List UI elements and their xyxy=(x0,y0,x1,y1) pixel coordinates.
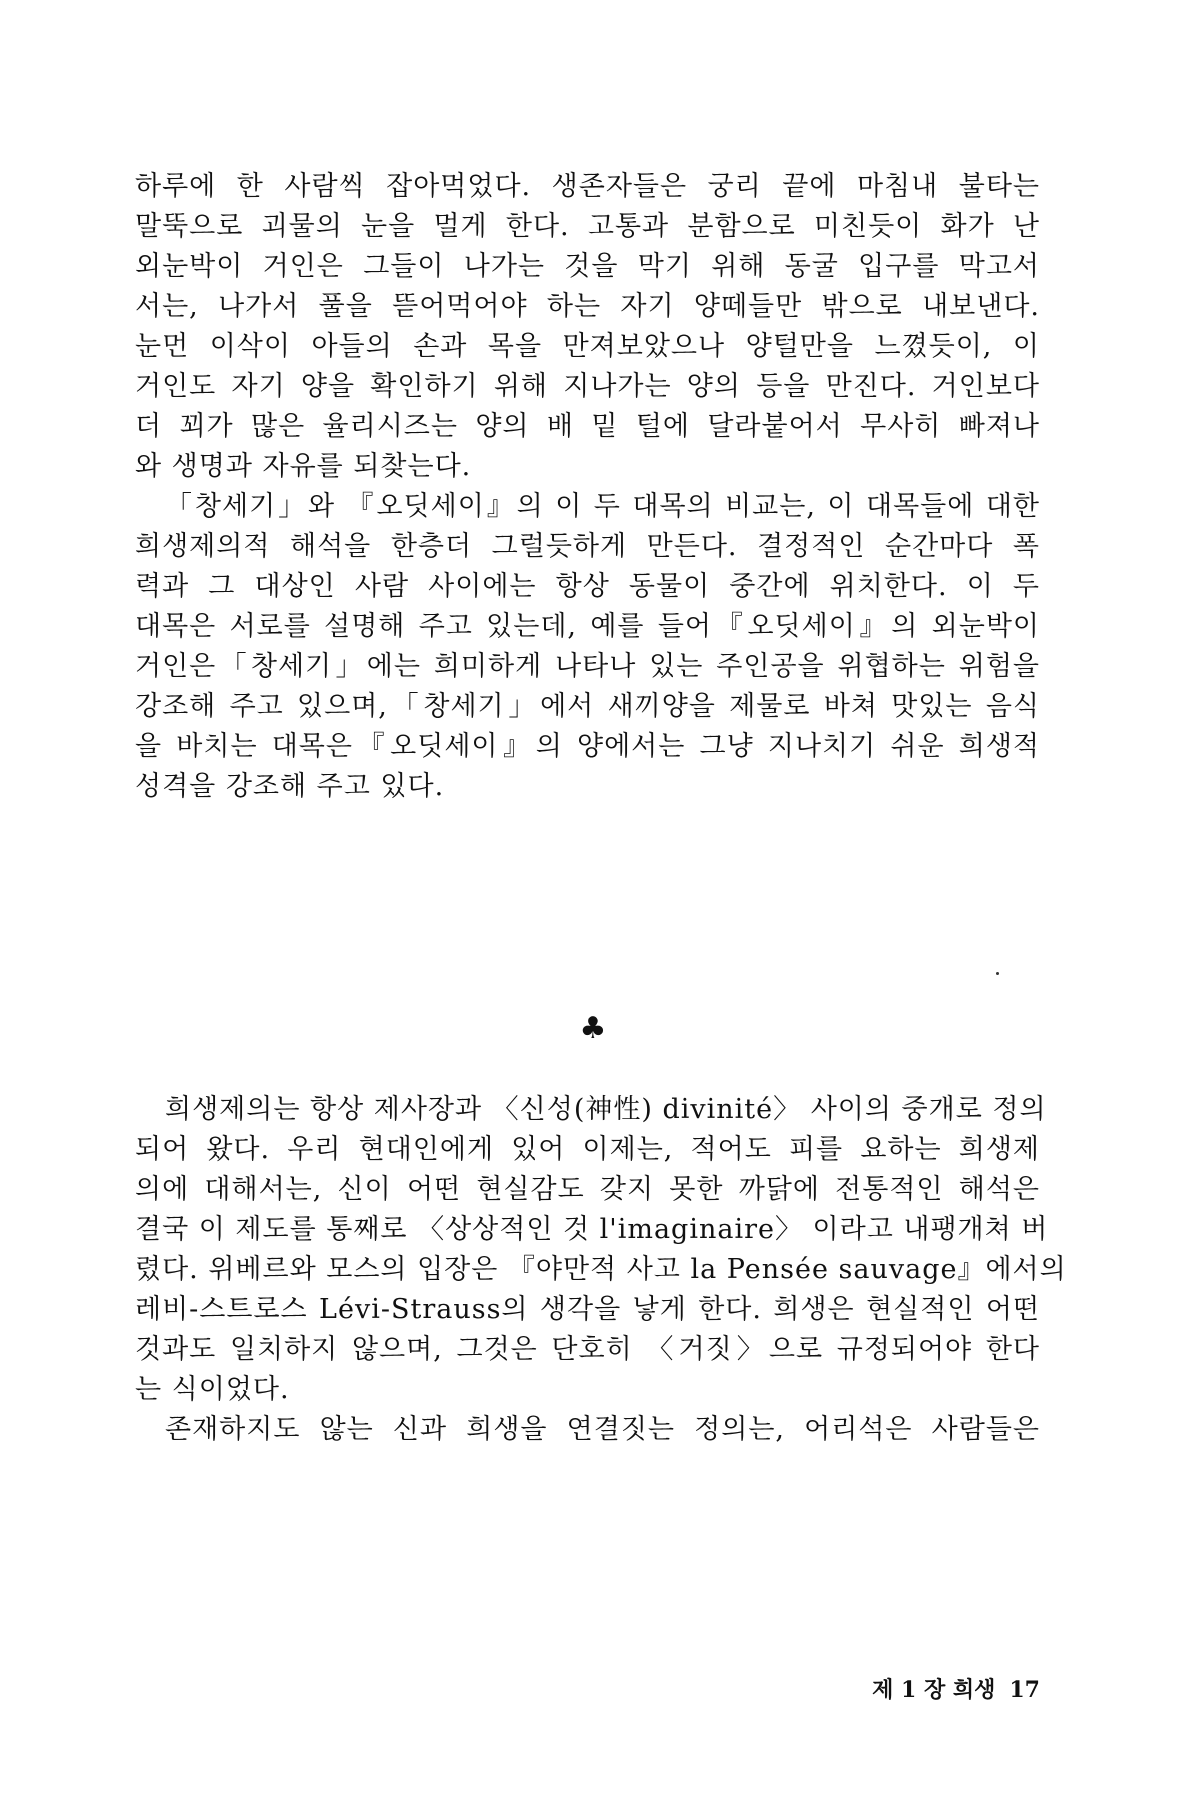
text-line: 을 바치는 대목은『오딧세이』의 양에서는 그냥 지나치기 쉬운 희생적 xyxy=(135,731,1040,762)
print-speck xyxy=(996,972,999,975)
text-line: 더 꾀가 많은 율리시즈는 양의 배 밑 털에 달라붙어서 무사히 빠져나 xyxy=(135,411,1040,442)
text-line: 외눈박이 거인은 그들이 나가는 것을 막기 위해 동굴 입구를 막고서 xyxy=(135,251,1040,282)
text-line: 거인도 자기 양을 확인하기 위해 지나가는 양의 등을 만진다. 거인보다 xyxy=(135,371,1040,402)
text-line: 되어 왔다. 우리 현대인에게 있어 이제는, 적어도 피를 요하는 희생제 xyxy=(135,1134,1040,1165)
page-footer xyxy=(820,1676,1040,1704)
text-line: 대목은 서로를 설명해 주고 있는데, 예를 들어『오딧세이』의 외눈박이 xyxy=(135,611,1040,642)
text-line: 희생제의적 해석을 한층더 그럴듯하게 만든다. 결정적인 순간마다 폭 xyxy=(135,531,1040,562)
text-line: 강조해 주고 있으며,「창세기」에서 새끼양을 제물로 바쳐 맛있는 음식 xyxy=(135,691,1040,722)
text-line: 하루에 한 사람씩 잡아먹었다. 생존자들은 궁리 끝에 마침내 불타는 xyxy=(135,171,1040,202)
text-line: 거인은「창세기」에는 희미하게 나타나 있는 주인공을 위협하는 위험을 xyxy=(135,651,1040,682)
lower-text-block xyxy=(135,1090,1067,1450)
page-number: 17 xyxy=(1009,1677,1040,1703)
text-line: 말뚝으로 괴물의 눈을 멀게 한다. 고통과 분함으로 미친듯이 화가 난 xyxy=(135,211,1040,242)
paragraph-nonexistent-god xyxy=(135,1410,1040,1450)
text-line: 결국 이 제도를 통째로 〈상상적인 것 l'imaginaire〉 이라고 내팽개쳐 버 xyxy=(135,1214,1049,1245)
text-line: 존재하지도 않는 신과 희생을 연결짓는 정의는, 어리석은 사람들은 xyxy=(165,1414,1040,1445)
text-line: 렸다. 위베르와 모스의 입장은 『야만적 사고 la Pensée sauvage』에서의 xyxy=(135,1254,1067,1285)
text-line: 력과 그 대상인 사람 사이에는 항상 동물이 중간에 위치한다. 이 두 xyxy=(135,571,1040,602)
text-line: 와 생명과 자유를 되찾는다. xyxy=(135,451,472,482)
paragraph-odyssey-story xyxy=(135,167,1040,487)
text-line: 눈먼 이삭이 아들의 손과 목을 만져보았으나 양털만을 느꼈듯이, 이 xyxy=(135,331,1040,362)
paragraph-comparison xyxy=(135,487,1040,807)
text-line: 것과도 일치하지 않으며, 그것은 단호히 〈거짓〉으로 규정되어야 한다 xyxy=(135,1334,1040,1365)
text-line: 는 식이었다. xyxy=(135,1374,290,1405)
text-line: 「창세기」와 『오딧세이』의 이 두 대목의 비교는, 이 대목들에 대한 xyxy=(165,491,1040,522)
text-line: 레비-스트로스 Lévi-Strauss의 생각을 낳게 한다. 희생은 현실적인 어떤 xyxy=(135,1294,1040,1325)
text-line: 의에 대해서는, 신이 어떤 현실감도 갖지 못한 까닭에 전통적인 해석은 xyxy=(135,1174,1040,1205)
paragraph-sacrifice-definition xyxy=(135,1090,1067,1410)
running-chapter-title: 제 1 장 희생 xyxy=(872,1677,996,1703)
text-line: 성격을 강조해 주고 있다. xyxy=(135,771,445,802)
text-line: 희생제의는 항상 제사장과 〈신성(神性) divinité〉 사이의 중개로 정의 xyxy=(165,1094,1047,1125)
text-line: 서는, 나가서 풀을 뜯어먹어야 하는 자기 양떼들만 밖으로 내보낸다. xyxy=(135,291,1040,322)
upper-text-block xyxy=(135,167,1040,807)
club-ornament-icon: ♣ xyxy=(579,1011,607,1046)
